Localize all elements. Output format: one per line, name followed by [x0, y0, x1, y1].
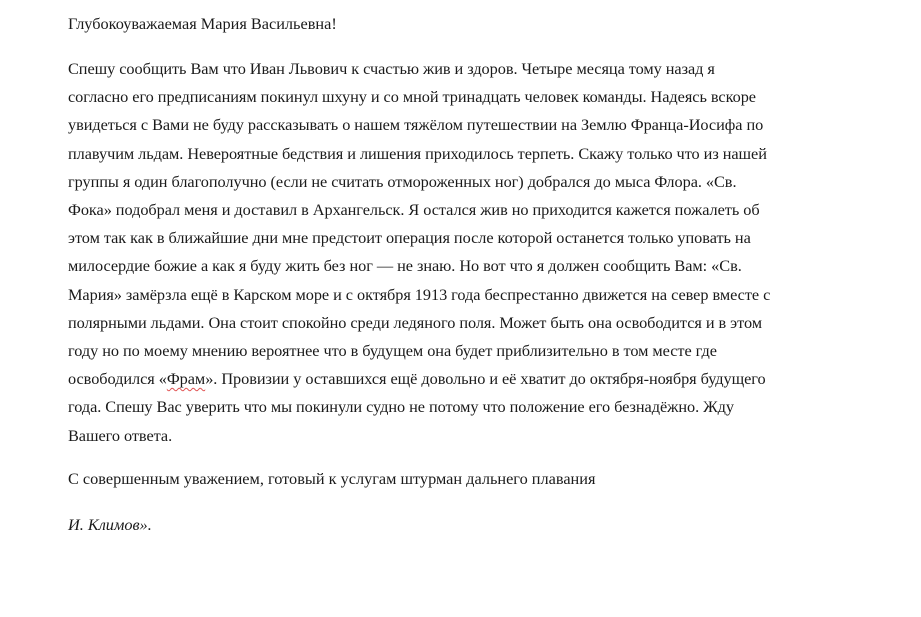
- body-line: группы я один благополучно (если не считать отмороженных ног) добрался до мыса Флора. «Св.: [68, 171, 737, 191]
- body-line-text: освободился «: [68, 369, 167, 389]
- body-line: согласно его предписаниям покинул шхуну и со мной тринадцать человек команды. Надеясь вскоре: [68, 87, 756, 107]
- letter-document: [68, 12, 858, 537]
- body-line: году но по моему мнению вероятнее что в будущем она будет приблизительно в том месте где: [68, 341, 717, 361]
- body-line: года. Спешу Вас уверить что мы покинули судно не потому что положение его безнадёжно. Жду: [68, 397, 734, 417]
- letter-greeting: Глубокоуважаемая Мария Васильевна!: [68, 14, 337, 33]
- body-line: полярными льдами. Она стоит спокойно среди ледяного поля. Может быть она освободится и в этом: [68, 312, 762, 332]
- body-line: Фока» подобрал меня и доставил в Архангельск. Я остался жив но приходится кажется пожалеть об: [68, 200, 760, 220]
- misspelled-word[interactable]: Фрам: [166, 369, 206, 389]
- body-line: увидеться с Вами не буду рассказывать о нашем тяжёлом путешествии на Землю Франца-Иосифа по: [68, 115, 764, 135]
- letter-signature: И. Климов».: [68, 514, 152, 534]
- body-line: плавучим льдам. Невероятные бедствия и лишения приходилось терпеть. Скажу только что из нашей: [68, 143, 767, 163]
- letter-body: [68, 55, 858, 450]
- body-line: милосердие божие а как я буду жить без ног — не знаю. Но вот что я должен сообщить Вам: «Св.: [68, 256, 742, 276]
- letter-closing: С совершенным уважением, готовый к услугам штурман дальнего плавания: [68, 468, 596, 488]
- body-line: Спешу сообщить Вам что Иван Львович к счастью жив и здоров. Четыре месяца тому назад я: [68, 59, 715, 78]
- body-line: этом так как в ближайшие дни мне предстоит операция после которой останется только уповать на: [68, 228, 751, 248]
- body-line-text: ». Провизии у оставшихся ещё довольно и её хватит до октября-ноября будущего: [205, 369, 766, 389]
- body-line: Мария» замёрзла ещё в Карском море и с октября 1913 года беспрестанно движется на север вместе с: [68, 284, 771, 304]
- body-line: Вашего ответа.: [68, 425, 173, 445]
- body-line: [68, 365, 858, 393]
